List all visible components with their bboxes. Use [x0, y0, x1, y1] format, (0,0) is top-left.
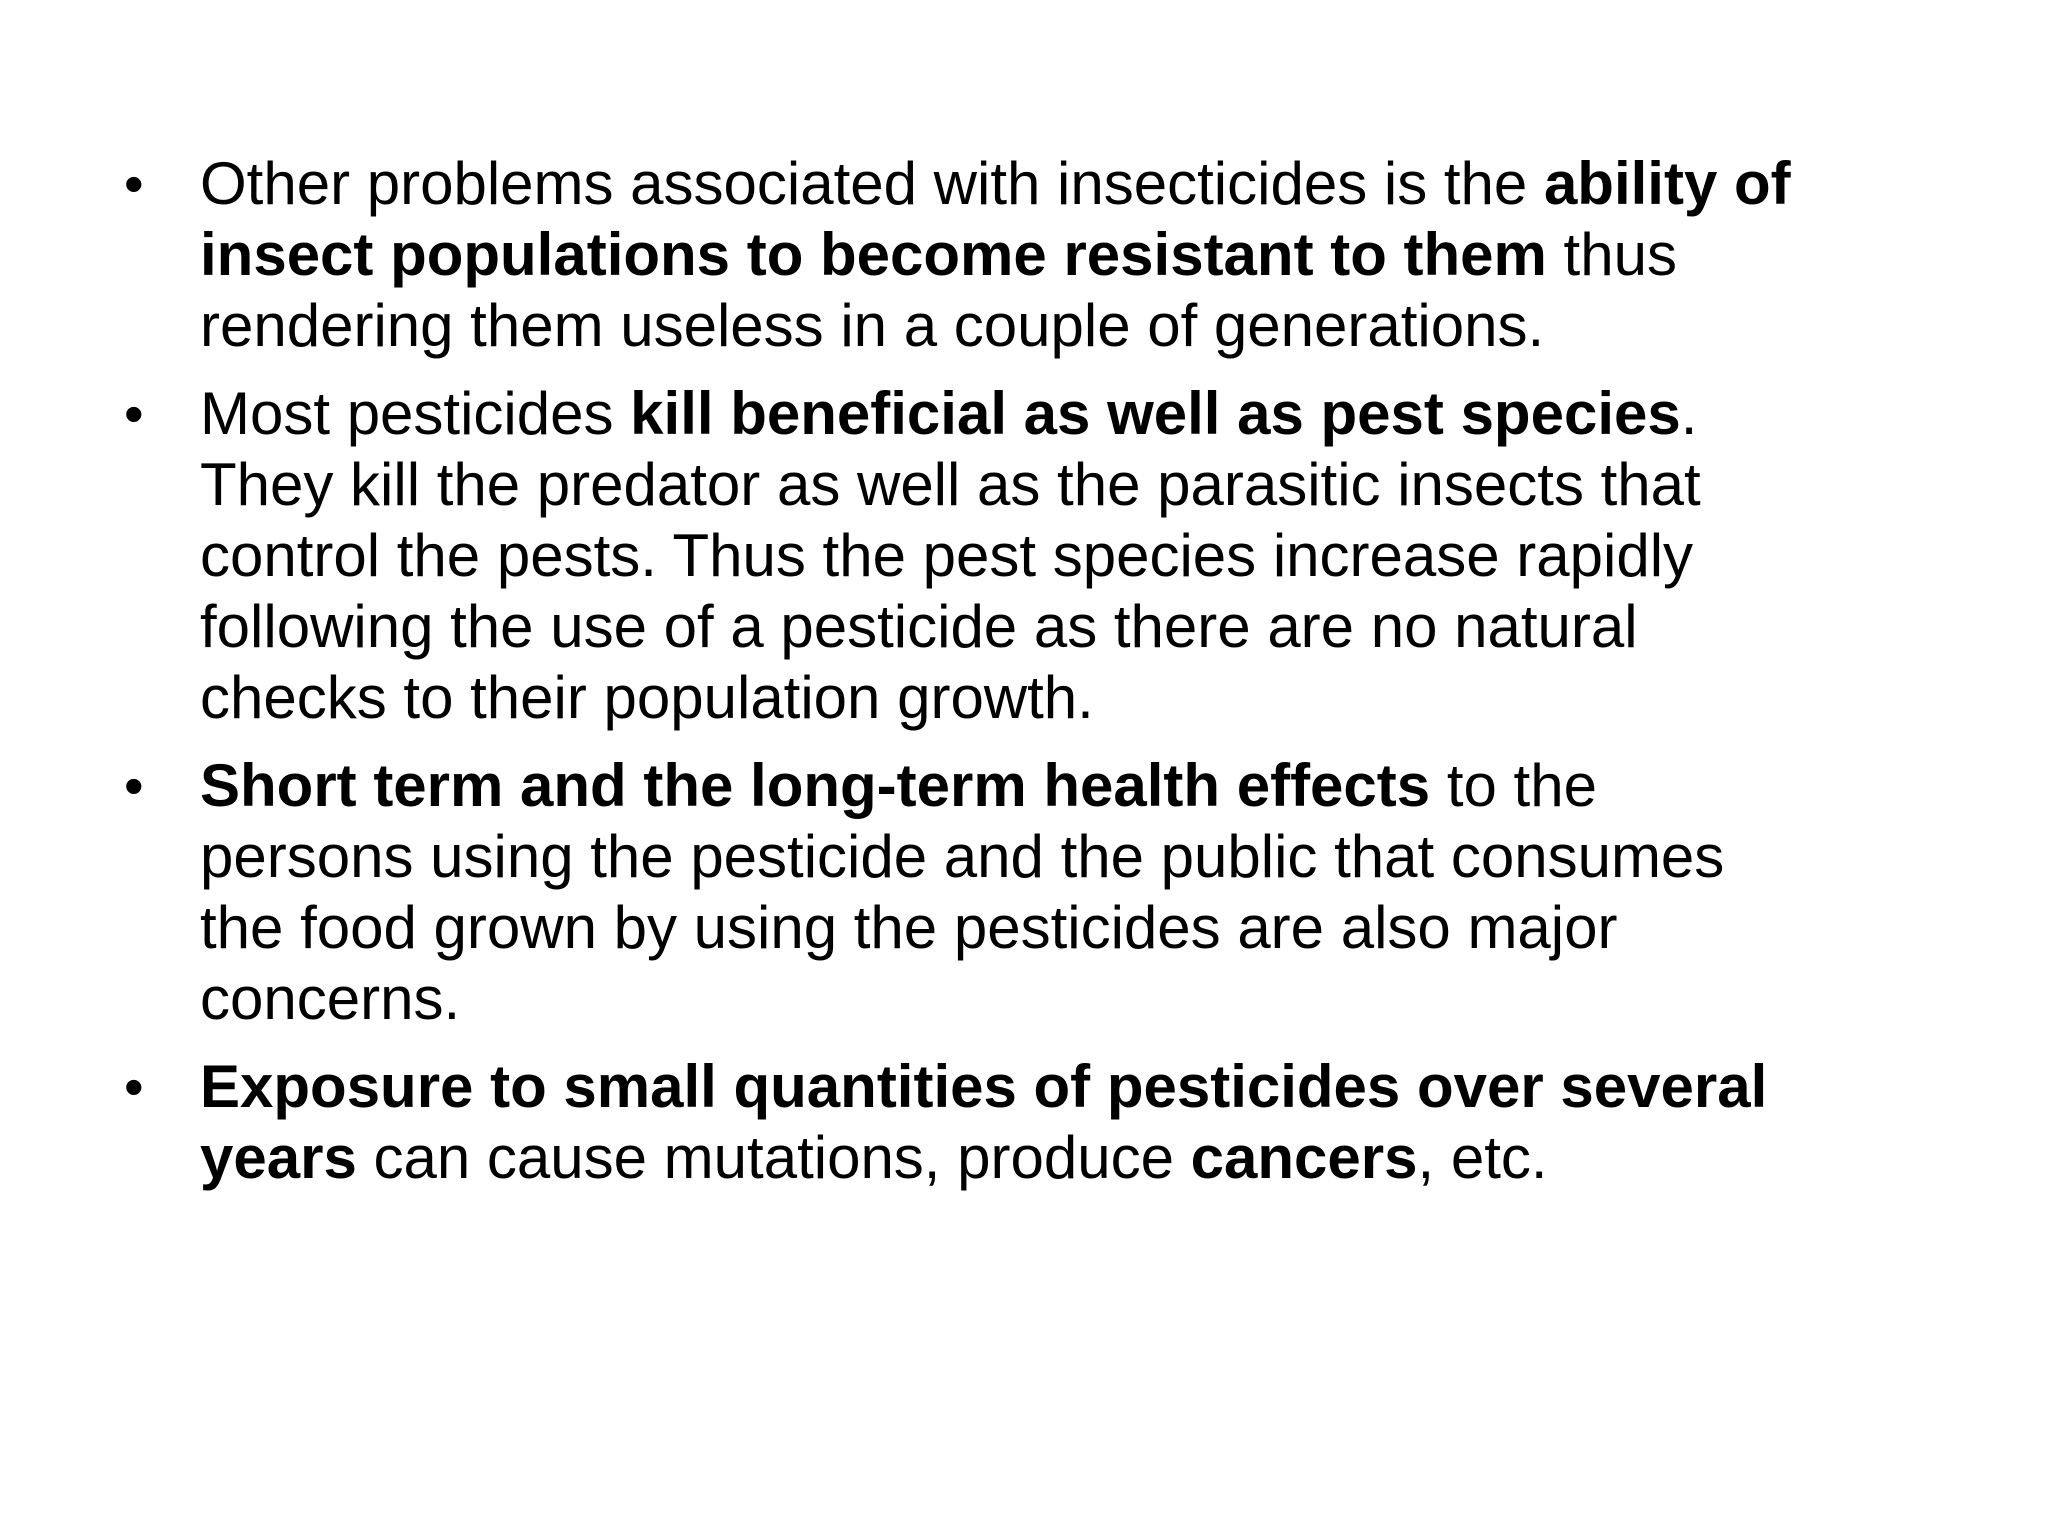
bold-text: years	[200, 1124, 357, 1191]
bold-text: cancers	[1190, 1124, 1418, 1191]
bullet-marker: •	[124, 1055, 144, 1118]
bullet-line	[200, 290, 2028, 361]
bullet-item	[0, 148, 2048, 361]
bullet-line	[200, 963, 2028, 1034]
bullet-line	[200, 591, 2028, 662]
bold-text: ability of	[1543, 150, 1791, 217]
bullet-marker: •	[124, 152, 144, 215]
body-text: can cause mutations, produce	[356, 1124, 1191, 1191]
body-text: the food grown by using the pesticides are also major	[200, 894, 1618, 961]
bullet-list	[0, 148, 2048, 1210]
body-text: control the pests. Thus the pest species increase rapidly	[200, 522, 1694, 589]
body-text: following the use of a pesticide as there are no natural	[200, 593, 1638, 660]
bullet-line	[200, 821, 2028, 892]
body-text: rendering them useless in a couple of generations.	[200, 292, 1545, 359]
body-text: checks to their population growth.	[200, 664, 1094, 731]
bullet-item	[0, 750, 2048, 1034]
body-text: They kill the predator as well as the parasitic insects that	[200, 451, 1701, 518]
bullet-line	[200, 378, 2028, 449]
bullet-line	[200, 1122, 2028, 1193]
bold-text: Exposure to small quantities of pesticides over several	[200, 1053, 1768, 1120]
body-text: persons using the pesticide and the public that consumes	[200, 823, 1725, 890]
bullet-item	[0, 378, 2048, 733]
body-text: to the	[1430, 752, 1597, 819]
bullet-line	[200, 1051, 2028, 1122]
bullet-line	[200, 750, 2028, 821]
bullet-line	[200, 662, 2028, 733]
bullet-line	[200, 219, 2028, 290]
body-text: .	[1680, 380, 1698, 447]
bullet-marker: •	[124, 754, 144, 817]
bullet-item	[0, 1051, 2048, 1193]
body-text: Most pesticides	[200, 380, 631, 447]
bullet-line	[200, 148, 2028, 219]
bullet-line	[200, 520, 2028, 591]
body-text: Other problems associated with insecticides is the	[200, 150, 1544, 217]
bold-text: insect populations to become resistant to them	[200, 221, 1547, 288]
body-text: concerns.	[200, 965, 461, 1032]
body-text: , etc.	[1417, 1124, 1548, 1191]
bold-text: kill beneficial as well as pest species	[630, 380, 1681, 447]
bold-text: Short term and the long-term health effects	[200, 752, 1431, 819]
bullet-line	[200, 449, 2028, 520]
bullet-marker: •	[124, 382, 144, 445]
body-text: thus	[1546, 221, 1677, 288]
bullet-line	[200, 892, 2028, 963]
